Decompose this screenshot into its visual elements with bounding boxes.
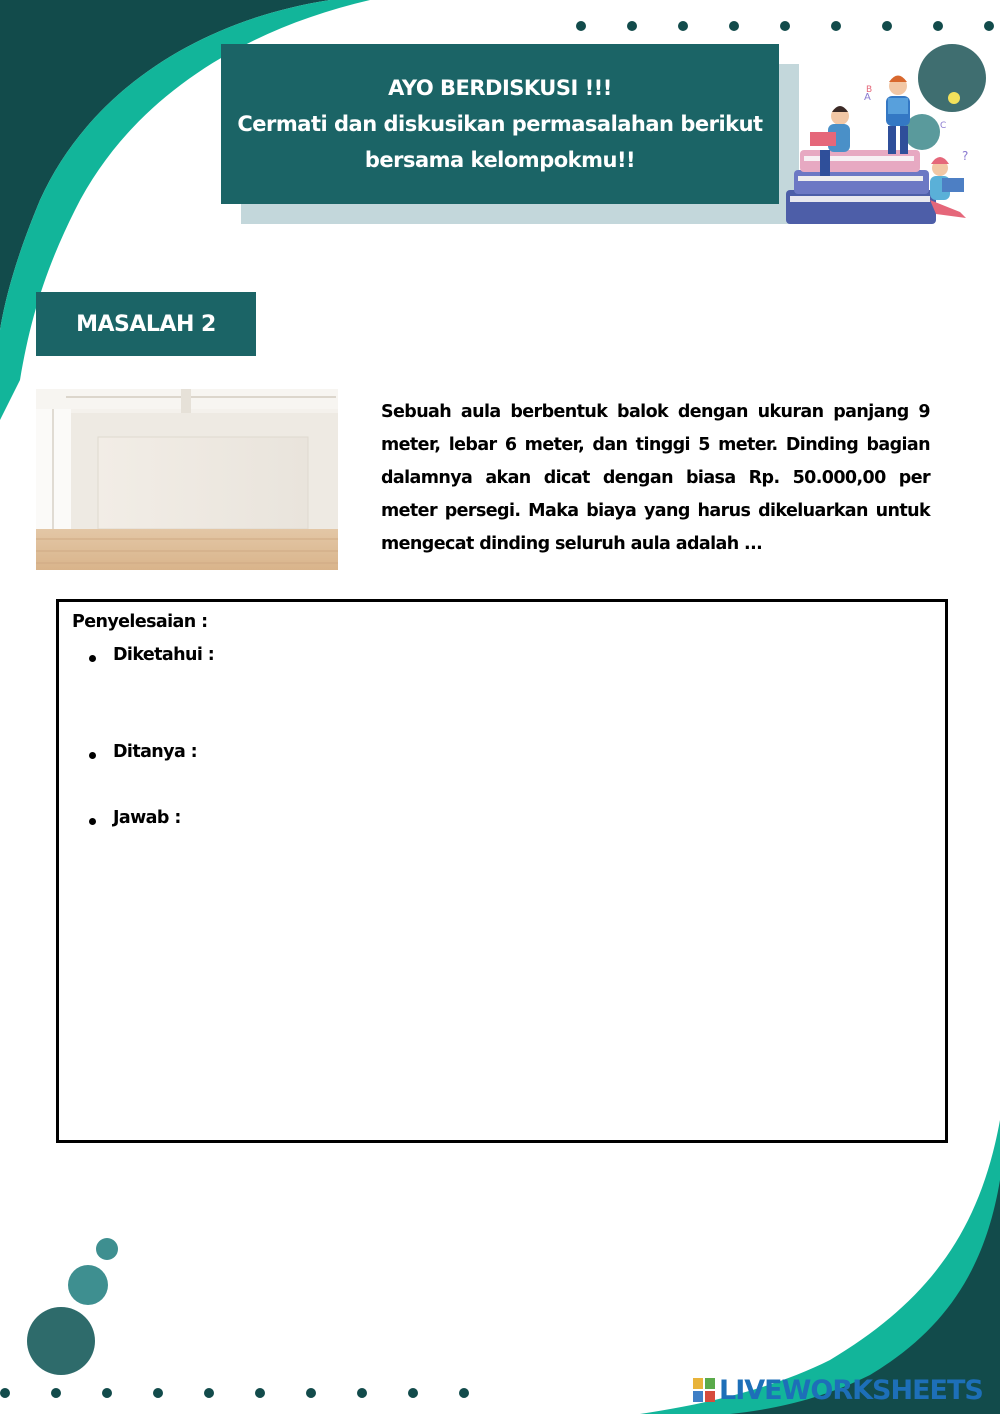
solution-box[interactable] bbox=[56, 599, 948, 1143]
header-banner bbox=[221, 44, 779, 204]
svg-text:?: ? bbox=[962, 149, 969, 163]
answer-label: Jawab : bbox=[113, 808, 181, 828]
known-label: Diketahui : bbox=[113, 645, 215, 665]
header-instruction-cont: bersama kelompokmu!! bbox=[364, 148, 636, 172]
bullet-icon bbox=[89, 752, 96, 759]
bullet-icon bbox=[89, 655, 96, 662]
svg-text:B: B bbox=[866, 85, 873, 95]
liveworksheets-logo-icon bbox=[693, 1378, 715, 1402]
watermark-text: LIVEWORKSHEETS bbox=[719, 1374, 983, 1406]
bullet-icon bbox=[89, 818, 96, 825]
empty-room-photo bbox=[36, 389, 338, 570]
svg-text:C: C bbox=[940, 121, 947, 131]
header-title: AYO BERDISKUSI !!! bbox=[388, 76, 612, 100]
problem-text: Sebuah aula berbentuk balok dengan ukuran panjang 9 meter, lebar 6 meter, dan tinggi 5 meter. Dinding bagian dalamnya akan dicat dengan biasa Rp. 50.000,00 per meter persegi. Maka biaya yang harus dikeluarkan untuk mengecat dinding seluruh aula adalah ... bbox=[381, 402, 930, 554]
solution-title: Penyelesaian : bbox=[72, 612, 208, 632]
students-reading-illustration bbox=[780, 40, 990, 240]
svg-text:A: A bbox=[864, 92, 871, 103]
header-instruction: Cermati dan diskusikan permasalahan berikut bbox=[237, 112, 763, 136]
problem-label: MASALAH 2 bbox=[36, 292, 256, 356]
liveworksheets-watermark bbox=[693, 1374, 983, 1406]
asked-label: Ditanya : bbox=[113, 742, 198, 762]
